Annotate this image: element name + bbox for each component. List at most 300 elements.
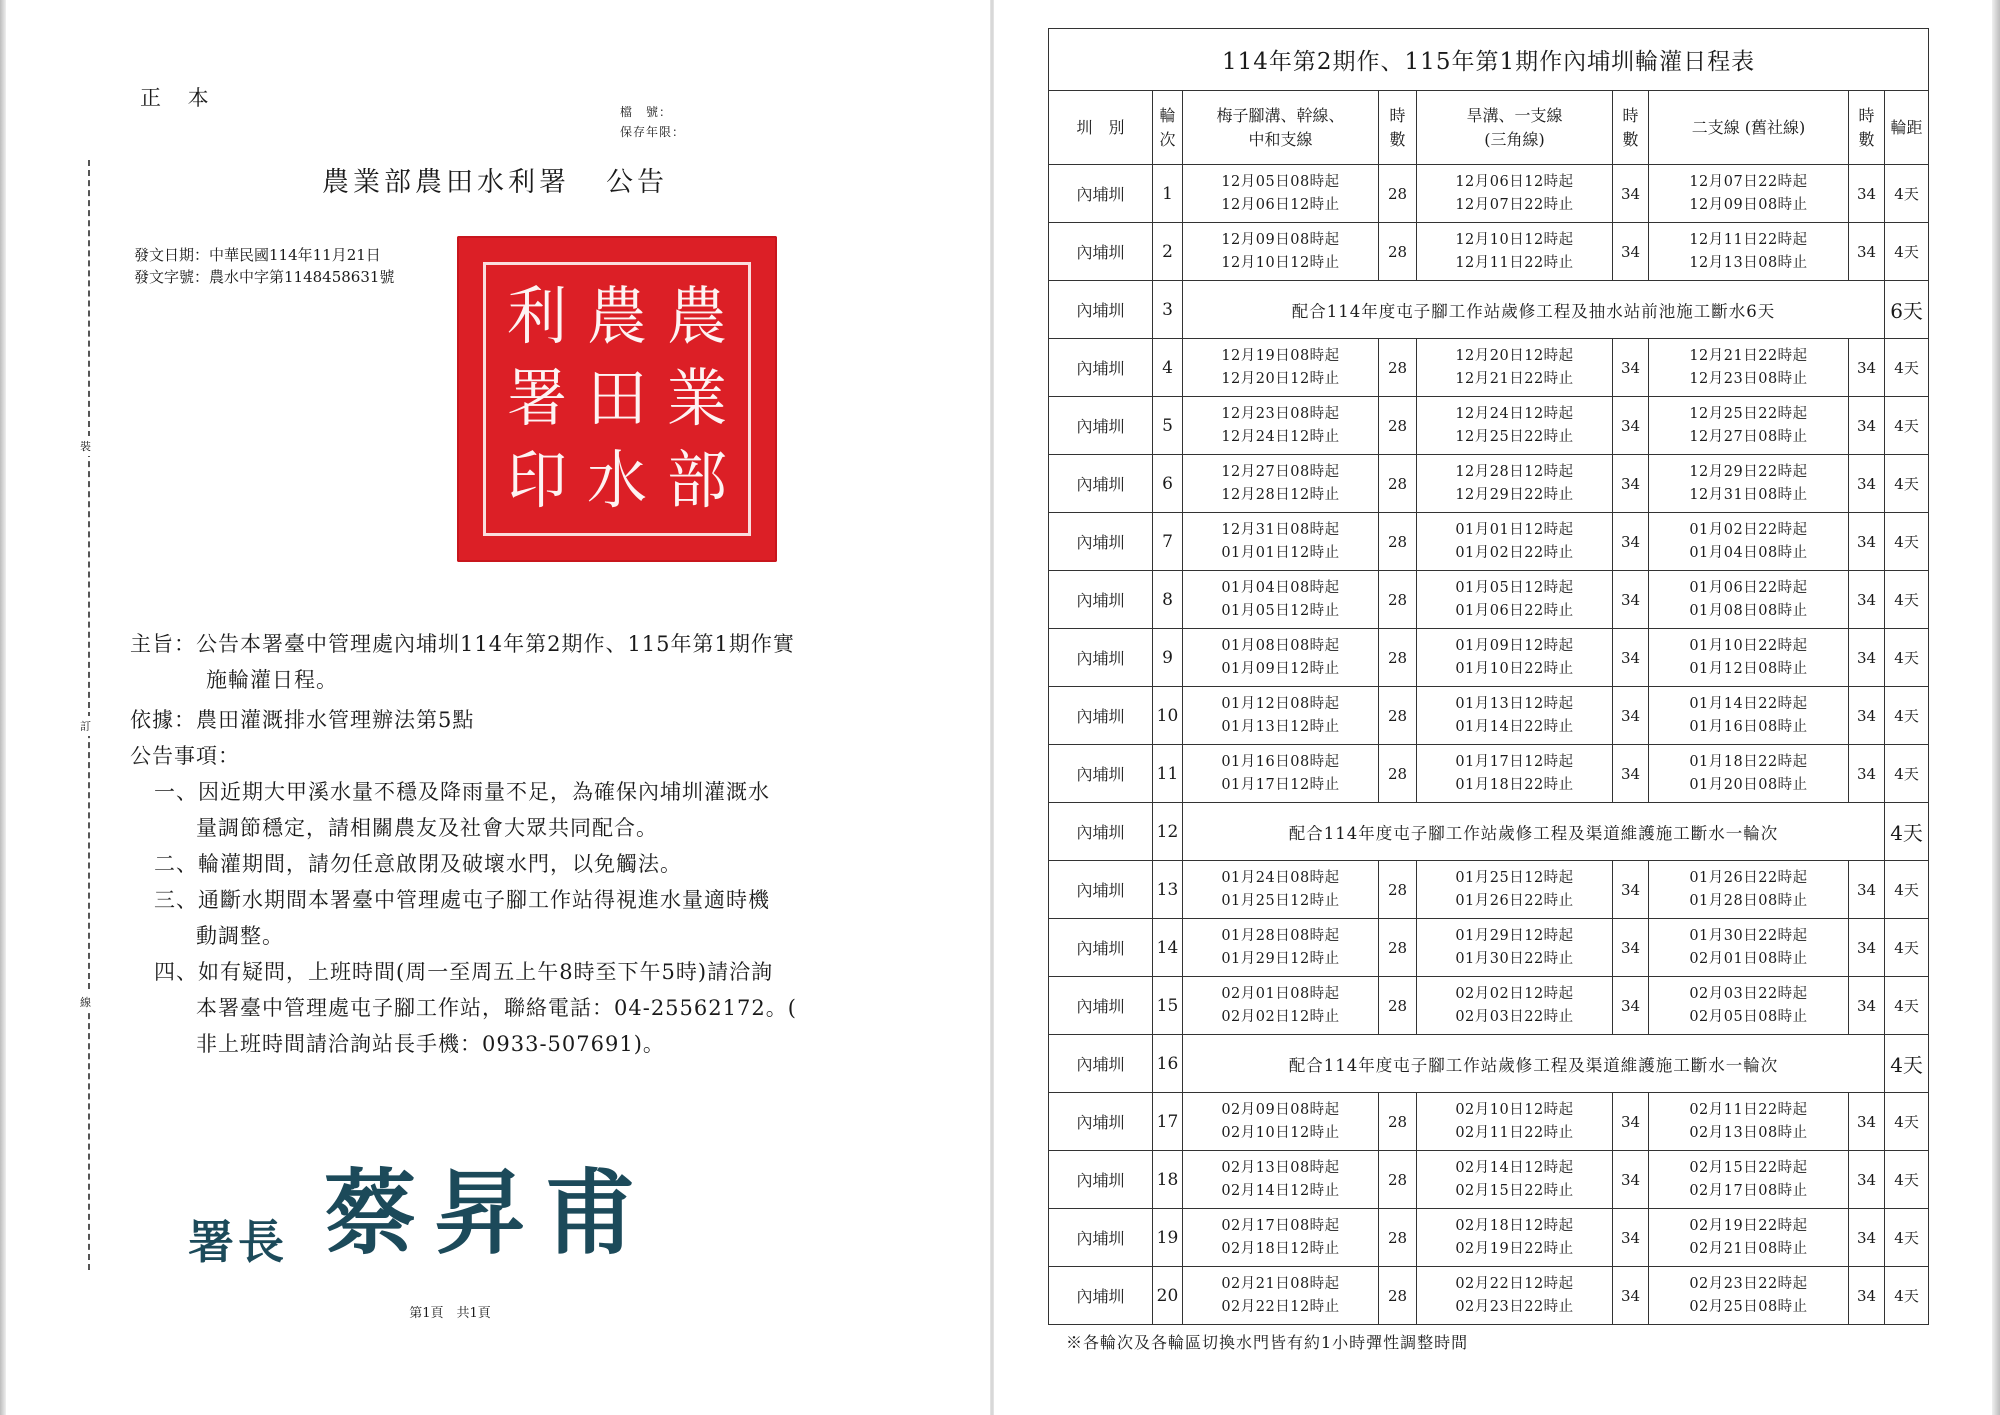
slot-start: 01月14日22時起 bbox=[1689, 695, 1808, 712]
canal-cell: 內埔圳 bbox=[1049, 339, 1153, 397]
notice-item-continued: 本署臺中管理處屯子腳工作站，聯絡電話：04-25562172。( bbox=[196, 996, 797, 1020]
table-row bbox=[1049, 223, 1929, 281]
hours-cell-b: 34 bbox=[1613, 339, 1649, 397]
time-slot-a bbox=[1183, 165, 1379, 223]
schedule-body bbox=[1049, 165, 1929, 1325]
hours-cell-a: 28 bbox=[1379, 1267, 1417, 1325]
hours-cell-c: 34 bbox=[1849, 745, 1885, 803]
slot-start: 01月18日22時起 bbox=[1689, 753, 1808, 770]
slot-end: 01月18日22時止 bbox=[1455, 776, 1574, 793]
time-slot-b bbox=[1417, 165, 1613, 223]
suspension-note-cell: 配合114年度屯子腳工作站歲修工程及抽水站前池施工斷水6天 bbox=[1183, 281, 1885, 339]
table-row bbox=[1049, 571, 1929, 629]
hours-cell-b: 34 bbox=[1613, 745, 1649, 803]
hours-cell-a: 28 bbox=[1379, 571, 1417, 629]
schedule-page bbox=[994, 0, 1992, 1415]
slot-end: 01月17日12時止 bbox=[1221, 776, 1340, 793]
hours-cell-c: 34 bbox=[1849, 977, 1885, 1035]
issue-date: 發文日期：中華民國114年11月21日 bbox=[134, 246, 381, 264]
time-slot-b bbox=[1417, 919, 1613, 977]
hours-cell-c: 34 bbox=[1849, 629, 1885, 687]
slot-end: 01月04日08時止 bbox=[1689, 544, 1808, 561]
document-type: 公告 bbox=[606, 167, 668, 198]
time-slot-b bbox=[1417, 861, 1613, 919]
header-round: 輪 次 bbox=[1153, 91, 1183, 165]
table-row bbox=[1049, 1151, 1929, 1209]
slot-end: 12月29日22時止 bbox=[1455, 486, 1574, 503]
slot-start: 12月25日22時起 bbox=[1689, 405, 1808, 422]
slot-start: 01月04日08時起 bbox=[1221, 579, 1340, 596]
round-cell: 1 bbox=[1153, 165, 1183, 223]
hours-cell-b: 34 bbox=[1613, 1093, 1649, 1151]
time-slot-c bbox=[1649, 223, 1849, 281]
hours-cell-c: 34 bbox=[1849, 223, 1885, 281]
slot-end: 12月24日12時止 bbox=[1221, 428, 1340, 445]
slot-end: 01月01日12時止 bbox=[1221, 544, 1340, 561]
round-cell: 7 bbox=[1153, 513, 1183, 571]
table-row bbox=[1049, 1267, 1929, 1325]
spacing-cell: 4天 bbox=[1885, 1093, 1929, 1151]
time-slot-a bbox=[1183, 745, 1379, 803]
notice-item: 二、輪灌期間，請勿任意啟閉及破壞水門，以免觸法。 bbox=[154, 852, 682, 876]
slot-end: 02月10日12時止 bbox=[1221, 1124, 1340, 1141]
hours-cell-a: 28 bbox=[1379, 977, 1417, 1035]
irrigation-schedule-table bbox=[1048, 28, 1929, 1325]
table-row bbox=[1049, 1093, 1929, 1151]
slot-end: 02月11日22時止 bbox=[1455, 1124, 1574, 1141]
slot-start: 02月14日12時起 bbox=[1455, 1159, 1574, 1176]
round-cell: 4 bbox=[1153, 339, 1183, 397]
table-header-row bbox=[1049, 91, 1929, 165]
slot-end: 12月20日12時止 bbox=[1221, 370, 1340, 387]
slot-end: 02月01日08時止 bbox=[1689, 950, 1808, 967]
time-slot-a bbox=[1183, 223, 1379, 281]
time-slot-c bbox=[1649, 1267, 1849, 1325]
time-slot-b bbox=[1417, 1209, 1613, 1267]
hours-cell-b: 34 bbox=[1613, 513, 1649, 571]
slot-end: 01月12日08時止 bbox=[1689, 660, 1808, 677]
hours-cell-c: 34 bbox=[1849, 397, 1885, 455]
time-slot-a bbox=[1183, 513, 1379, 571]
hours-cell-c: 34 bbox=[1849, 455, 1885, 513]
slot-end: 02月13日08時止 bbox=[1689, 1124, 1808, 1141]
slot-start: 12月29日22時起 bbox=[1689, 463, 1808, 480]
time-slot-b bbox=[1417, 223, 1613, 281]
slot-end: 12月11日22時止 bbox=[1455, 254, 1574, 271]
slot-start: 02月10日12時起 bbox=[1455, 1101, 1574, 1118]
spacing-cell: 4天 bbox=[1885, 165, 1929, 223]
time-slot-a bbox=[1183, 1267, 1379, 1325]
hours-cell-a: 28 bbox=[1379, 455, 1417, 513]
suspension-note-cell: 配合114年度屯子腳工作站歲修工程及渠道維護施工斷水一輪次 bbox=[1183, 803, 1885, 861]
slot-start: 12月11日22時起 bbox=[1689, 231, 1808, 248]
slot-start: 12月24日12時起 bbox=[1455, 405, 1574, 422]
time-slot-b bbox=[1417, 1267, 1613, 1325]
hours-cell-c: 34 bbox=[1849, 1267, 1885, 1325]
slot-start: 01月12日08時起 bbox=[1221, 695, 1340, 712]
canal-cell: 內埔圳 bbox=[1049, 397, 1153, 455]
page-number: 第1頁 共1頁 bbox=[409, 1306, 491, 1321]
notice-item-continued: 量調節穩定，請相關農友及社會大眾共同配合。 bbox=[196, 816, 658, 840]
seal-lettering bbox=[497, 276, 737, 522]
round-cell: 20 bbox=[1153, 1267, 1183, 1325]
retention-label: 保存年限： bbox=[620, 125, 686, 139]
hours-cell-a: 28 bbox=[1379, 1209, 1417, 1267]
slot-start: 02月21日08時起 bbox=[1221, 1275, 1340, 1292]
slot-end: 12月27日08時止 bbox=[1689, 428, 1808, 445]
slot-end: 02月02日12時止 bbox=[1221, 1008, 1340, 1025]
hours-cell-c: 34 bbox=[1849, 513, 1885, 571]
time-slot-b bbox=[1417, 513, 1613, 571]
seal-glyph: 業 bbox=[667, 362, 727, 436]
hours-cell-a: 28 bbox=[1379, 397, 1417, 455]
header-line-a: 梅子腳溝、幹線、 中和支線 bbox=[1183, 91, 1379, 165]
slot-end: 01月02日22時止 bbox=[1455, 544, 1574, 561]
hours-cell-b: 34 bbox=[1613, 687, 1649, 745]
round-cell: 8 bbox=[1153, 571, 1183, 629]
hours-cell-a: 28 bbox=[1379, 1093, 1417, 1151]
slot-end: 02月18日12時止 bbox=[1221, 1240, 1340, 1257]
round-cell: 3 bbox=[1153, 281, 1183, 339]
slot-end: 01月30日22時止 bbox=[1455, 950, 1574, 967]
seal-glyph: 農 bbox=[667, 280, 727, 354]
round-cell: 6 bbox=[1153, 455, 1183, 513]
slot-start: 02月15日22時起 bbox=[1689, 1159, 1808, 1176]
time-slot-c bbox=[1649, 919, 1849, 977]
slot-start: 12月10日12時起 bbox=[1455, 231, 1574, 248]
hours-cell-b: 34 bbox=[1613, 223, 1649, 281]
time-slot-a bbox=[1183, 687, 1379, 745]
time-slot-b bbox=[1417, 455, 1613, 513]
time-slot-a bbox=[1183, 1151, 1379, 1209]
canal-cell: 內埔圳 bbox=[1049, 223, 1153, 281]
round-cell: 17 bbox=[1153, 1093, 1183, 1151]
slot-end: 01月20日08時止 bbox=[1689, 776, 1808, 793]
round-cell: 19 bbox=[1153, 1209, 1183, 1267]
slot-start: 01月09日12時起 bbox=[1455, 637, 1574, 654]
round-cell: 11 bbox=[1153, 745, 1183, 803]
time-slot-c bbox=[1649, 513, 1849, 571]
slot-start: 01月30日22時起 bbox=[1689, 927, 1808, 944]
slot-start: 01月10日22時起 bbox=[1689, 637, 1808, 654]
time-slot-a bbox=[1183, 1093, 1379, 1151]
slot-end: 02月03日22時止 bbox=[1455, 1008, 1574, 1025]
hours-cell-c: 34 bbox=[1849, 339, 1885, 397]
scan-edge-right bbox=[1992, 0, 2000, 1415]
canal-cell: 內埔圳 bbox=[1049, 281, 1153, 339]
time-slot-b bbox=[1417, 687, 1613, 745]
slot-end: 12月09日08時止 bbox=[1689, 196, 1808, 213]
hours-cell-a: 28 bbox=[1379, 687, 1417, 745]
slot-start: 12月31日08時起 bbox=[1221, 521, 1340, 538]
hours-cell-b: 34 bbox=[1613, 1209, 1649, 1267]
slot-start: 02月19日22時起 bbox=[1689, 1217, 1808, 1234]
table-row bbox=[1049, 1209, 1929, 1267]
canal-cell: 內埔圳 bbox=[1049, 571, 1153, 629]
time-slot-a bbox=[1183, 397, 1379, 455]
header-line-b: 旱溝、一支線 (三角線) bbox=[1417, 91, 1613, 165]
suspension-note-cell: 配合114年度屯子腳工作站歲修工程及渠道維護施工斷水一輪次 bbox=[1183, 1035, 1885, 1093]
time-slot-c bbox=[1649, 745, 1849, 803]
canal-cell: 內埔圳 bbox=[1049, 1035, 1153, 1093]
time-slot-a bbox=[1183, 571, 1379, 629]
slot-start: 01月16日08時起 bbox=[1221, 753, 1340, 770]
slot-end: 01月13日12時止 bbox=[1221, 718, 1340, 735]
hours-cell-a: 28 bbox=[1379, 339, 1417, 397]
notice-item: 三、通斷水期間本署臺中管理處屯子腳工作站得視進水量適時機 bbox=[154, 888, 770, 912]
slot-end: 12月28日12時止 bbox=[1221, 486, 1340, 503]
seal-glyph: 水 bbox=[587, 444, 647, 518]
schedule-footnote: ※各輪次及各輪區切換水門皆有約1小時彈性調整時間 bbox=[1066, 1333, 1469, 1352]
notice-item: 四、如有疑問，上班時間(周一至周五上午8時至下午5時)請洽詢 bbox=[154, 960, 774, 984]
time-slot-b bbox=[1417, 1151, 1613, 1209]
table-row bbox=[1049, 165, 1929, 223]
spacing-cell: 4天 bbox=[1885, 339, 1929, 397]
header-line-c: 二支線 (舊社線) bbox=[1649, 91, 1849, 165]
header-hours-c: 時 數 bbox=[1849, 91, 1885, 165]
hours-cell-b: 34 bbox=[1613, 165, 1649, 223]
time-slot-b bbox=[1417, 977, 1613, 1035]
spacing-cell: 4天 bbox=[1885, 1035, 1929, 1093]
slot-start: 01月01日12時起 bbox=[1455, 521, 1574, 538]
issue-info bbox=[134, 244, 394, 288]
slot-end: 12月23日08時止 bbox=[1689, 370, 1808, 387]
header-spacing: 輪距 bbox=[1885, 91, 1929, 165]
slot-end: 12月10日12時止 bbox=[1221, 254, 1340, 271]
slot-start: 12月21日22時起 bbox=[1689, 347, 1808, 364]
slot-start: 12月27日08時起 bbox=[1221, 463, 1340, 480]
round-cell: 18 bbox=[1153, 1151, 1183, 1209]
hours-cell-a: 28 bbox=[1379, 223, 1417, 281]
slot-end: 01月05日12時止 bbox=[1221, 602, 1340, 619]
hours-cell-a: 28 bbox=[1379, 919, 1417, 977]
signatory-title: 署長 bbox=[188, 1215, 288, 1269]
hours-cell-b: 34 bbox=[1613, 977, 1649, 1035]
signature-block bbox=[188, 1140, 654, 1272]
time-slot-c bbox=[1649, 339, 1849, 397]
slot-end: 12月07日22時止 bbox=[1455, 196, 1574, 213]
slot-start: 12月28日12時起 bbox=[1455, 463, 1574, 480]
slot-start: 02月03日22時起 bbox=[1689, 985, 1808, 1002]
slot-start: 02月17日08時起 bbox=[1221, 1217, 1340, 1234]
notice-items bbox=[130, 774, 870, 1062]
slot-end: 01月10日22時止 bbox=[1455, 660, 1574, 677]
binding-mark-zhuang: 裝 bbox=[80, 436, 91, 456]
canal-cell: 內埔圳 bbox=[1049, 165, 1153, 223]
binding-margin-line bbox=[88, 160, 90, 1270]
seal-glyph: 署 bbox=[507, 362, 567, 436]
slot-start: 02月11日22時起 bbox=[1689, 1101, 1808, 1118]
hours-cell-c: 34 bbox=[1849, 1209, 1885, 1267]
round-cell: 12 bbox=[1153, 803, 1183, 861]
hours-cell-c: 34 bbox=[1849, 919, 1885, 977]
slot-start: 01月25日12時起 bbox=[1455, 869, 1574, 886]
time-slot-a bbox=[1183, 455, 1379, 513]
round-cell: 15 bbox=[1153, 977, 1183, 1035]
slot-end: 12月25日22時止 bbox=[1455, 428, 1574, 445]
table-row bbox=[1049, 339, 1929, 397]
hours-cell-a: 28 bbox=[1379, 1151, 1417, 1209]
slot-start: 01月17日12時起 bbox=[1455, 753, 1574, 770]
slot-start: 02月09日08時起 bbox=[1221, 1101, 1340, 1118]
hours-cell-b: 34 bbox=[1613, 919, 1649, 977]
binding-mark-xian: 線 bbox=[80, 992, 91, 1012]
notice-title bbox=[0, 160, 990, 199]
slot-end: 02月14日12時止 bbox=[1221, 1182, 1340, 1199]
hours-cell-b: 34 bbox=[1613, 455, 1649, 513]
round-cell: 9 bbox=[1153, 629, 1183, 687]
round-cell: 10 bbox=[1153, 687, 1183, 745]
time-slot-c bbox=[1649, 629, 1849, 687]
notice-body bbox=[130, 626, 870, 1062]
header-hours-a: 時 數 bbox=[1379, 91, 1417, 165]
spacing-cell: 4天 bbox=[1885, 687, 1929, 745]
hours-cell-c: 34 bbox=[1849, 861, 1885, 919]
basis-line: 依據：農田灌溉排水管理辦法第5點 bbox=[130, 708, 475, 732]
time-slot-a bbox=[1183, 629, 1379, 687]
issuing-agency: 農業部農田水利署 bbox=[322, 167, 570, 198]
original-copy-mark: 正 本 bbox=[140, 86, 219, 110]
slot-start: 01月13日12時起 bbox=[1455, 695, 1574, 712]
spacing-cell: 4天 bbox=[1885, 977, 1929, 1035]
canal-cell: 內埔圳 bbox=[1049, 1209, 1153, 1267]
slot-start: 12月06日12時起 bbox=[1455, 173, 1574, 190]
slot-end: 01月08日08時止 bbox=[1689, 602, 1808, 619]
time-slot-b bbox=[1417, 397, 1613, 455]
time-slot-b bbox=[1417, 745, 1613, 803]
time-slot-a bbox=[1183, 1209, 1379, 1267]
file-meta bbox=[620, 102, 685, 142]
hours-cell-c: 34 bbox=[1849, 1151, 1885, 1209]
slot-end: 02月21日08時止 bbox=[1689, 1240, 1808, 1257]
canal-cell: 內埔圳 bbox=[1049, 629, 1153, 687]
notice-item-continued: 動調整。 bbox=[196, 924, 284, 948]
subject-line: 主旨：公告本署臺中管理處內埔圳114年第2期作、115年第1期作實 bbox=[130, 632, 795, 656]
canal-cell: 內埔圳 bbox=[1049, 1093, 1153, 1151]
slot-end: 02月15日22時止 bbox=[1455, 1182, 1574, 1199]
seal-glyph: 田 bbox=[587, 362, 647, 436]
time-slot-c bbox=[1649, 977, 1849, 1035]
hours-cell-b: 34 bbox=[1613, 1267, 1649, 1325]
slot-start: 01月24日08時起 bbox=[1221, 869, 1340, 886]
spacing-cell: 4天 bbox=[1885, 861, 1929, 919]
canal-cell: 內埔圳 bbox=[1049, 861, 1153, 919]
canal-cell: 內埔圳 bbox=[1049, 1267, 1153, 1325]
time-slot-c bbox=[1649, 455, 1849, 513]
seal-glyph: 部 bbox=[667, 444, 727, 518]
time-slot-c bbox=[1649, 861, 1849, 919]
hours-cell-b: 34 bbox=[1613, 1151, 1649, 1209]
time-slot-c bbox=[1649, 571, 1849, 629]
notice-page bbox=[0, 0, 990, 1415]
header-canal: 圳 別 bbox=[1049, 91, 1153, 165]
time-slot-a bbox=[1183, 861, 1379, 919]
slot-end: 12月06日12時止 bbox=[1221, 196, 1340, 213]
binding-mark-ding: 訂 bbox=[80, 716, 91, 736]
slot-end: 02月22日12時止 bbox=[1221, 1298, 1340, 1315]
items-heading: 公告事項： bbox=[130, 744, 240, 768]
slot-end: 12月21日22時止 bbox=[1455, 370, 1574, 387]
canal-cell: 內埔圳 bbox=[1049, 745, 1153, 803]
hours-cell-c: 34 bbox=[1849, 571, 1885, 629]
file-number-label: 檔 號： bbox=[620, 105, 673, 119]
time-slot-c bbox=[1649, 397, 1849, 455]
table-row bbox=[1049, 629, 1929, 687]
subject-line-continued: 施輪灌日程。 bbox=[206, 668, 338, 692]
slot-end: 02月05日08時止 bbox=[1689, 1008, 1808, 1025]
slot-start: 01月08日08時起 bbox=[1221, 637, 1340, 654]
slot-start: 02月13日08時起 bbox=[1221, 1159, 1340, 1176]
canal-cell: 內埔圳 bbox=[1049, 687, 1153, 745]
canal-cell: 內埔圳 bbox=[1049, 977, 1153, 1035]
slot-start: 01月06日22時起 bbox=[1689, 579, 1808, 596]
official-seal-stamp bbox=[457, 236, 777, 562]
slot-start: 02月01日08時起 bbox=[1221, 985, 1340, 1002]
slot-start: 02月22日12時起 bbox=[1455, 1275, 1574, 1292]
table-row bbox=[1049, 397, 1929, 455]
canal-cell: 內埔圳 bbox=[1049, 455, 1153, 513]
time-slot-b bbox=[1417, 1093, 1613, 1151]
slot-start: 01月05日12時起 bbox=[1455, 579, 1574, 596]
spacing-cell: 4天 bbox=[1885, 1209, 1929, 1267]
spacing-cell: 4天 bbox=[1885, 397, 1929, 455]
table-row bbox=[1049, 977, 1929, 1035]
spacing-cell: 4天 bbox=[1885, 1151, 1929, 1209]
spacing-cell: 4天 bbox=[1885, 571, 1929, 629]
slot-end: 01月28日08時止 bbox=[1689, 892, 1808, 909]
slot-end: 01月29日12時止 bbox=[1221, 950, 1340, 967]
table-row bbox=[1049, 745, 1929, 803]
hours-cell-a: 28 bbox=[1379, 861, 1417, 919]
time-slot-c bbox=[1649, 1151, 1849, 1209]
slot-start: 02月23日22時起 bbox=[1689, 1275, 1808, 1292]
slot-start: 01月02日22時起 bbox=[1689, 521, 1808, 538]
spacing-cell: 4天 bbox=[1885, 223, 1929, 281]
time-slot-b bbox=[1417, 339, 1613, 397]
table-row bbox=[1049, 281, 1929, 339]
round-cell: 14 bbox=[1153, 919, 1183, 977]
notice-item-continued: 非上班時間請洽詢站長手機：0933-507691)。 bbox=[196, 1032, 665, 1056]
slot-start: 02月02日12時起 bbox=[1455, 985, 1574, 1002]
spacing-cell: 4天 bbox=[1885, 1267, 1929, 1325]
canal-cell: 內埔圳 bbox=[1049, 513, 1153, 571]
round-cell: 5 bbox=[1153, 397, 1183, 455]
signatory-name: 蔡昇甫 bbox=[324, 1159, 655, 1267]
time-slot-c bbox=[1649, 1093, 1849, 1151]
slot-start: 01月29日12時起 bbox=[1455, 927, 1574, 944]
schedule-title: 114年第2期作、115年第1期作內埔圳輪灌日程表 bbox=[1049, 29, 1929, 91]
round-cell: 13 bbox=[1153, 861, 1183, 919]
slot-start: 12月05日08時起 bbox=[1221, 173, 1340, 190]
table-row bbox=[1049, 513, 1929, 571]
hours-cell-c: 34 bbox=[1849, 165, 1885, 223]
time-slot-c bbox=[1649, 1209, 1849, 1267]
hours-cell-b: 34 bbox=[1613, 571, 1649, 629]
seal-glyph: 印 bbox=[507, 444, 567, 518]
time-slot-a bbox=[1183, 977, 1379, 1035]
table-row bbox=[1049, 687, 1929, 745]
hours-cell-b: 34 bbox=[1613, 861, 1649, 919]
table-row bbox=[1049, 455, 1929, 513]
round-cell: 16 bbox=[1153, 1035, 1183, 1093]
slot-start: 12月07日22時起 bbox=[1689, 173, 1808, 190]
table-row bbox=[1049, 803, 1929, 861]
slot-start: 12月19日08時起 bbox=[1221, 347, 1340, 364]
spacing-cell: 4天 bbox=[1885, 455, 1929, 513]
slot-end: 01月26日22時止 bbox=[1455, 892, 1574, 909]
slot-end: 01月09日12時止 bbox=[1221, 660, 1340, 677]
slot-end: 02月19日22時止 bbox=[1455, 1240, 1574, 1257]
